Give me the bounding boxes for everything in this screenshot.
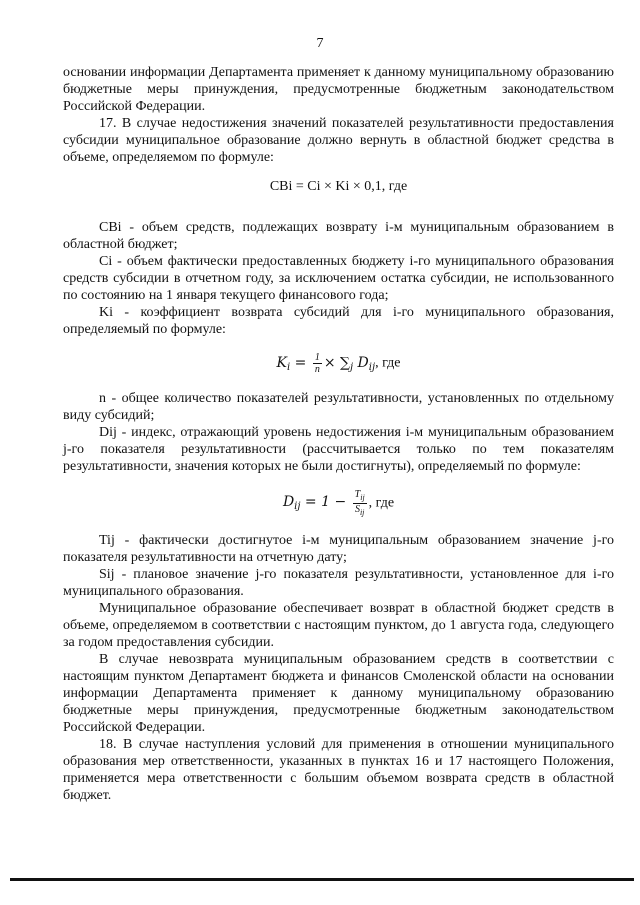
- formula-k: $K_i$ = $\frac{1}{n}$ × $\sum_j$ $D_{ij}$, где: [276, 352, 401, 375]
- formula-d-suffix: , где: [368, 495, 395, 511]
- definition-c: Ci - объем фактически предоставленных бюджету i-го муниципального образования средств субсидии в отчетном году, за исключением остатка субсидии, не использованного по состоянию на 1 января текущего финансового года;: [63, 254, 614, 303]
- definition-d: Dij - индекс, отражающий уровень недостижения i-м муниципальным образованием j-го показателя результативности (рассчитывается только по тем показателям результативности, значения которых не были достигнуты), определяемый по формуле:: [63, 424, 614, 474]
- definition-n: n - общее количество показателей результативности, установленных по отдельному виду субсидий;: [63, 390, 614, 423]
- definition-k: Ki - коэффициент возврата субсидий для i-го муниципального образования, определяемый по формуле:: [63, 305, 614, 337]
- formula-return-amount: СВi = Ci × Ki × 0,1, где: [269, 179, 408, 194]
- definition-cv: СВi - объем средств, подлежащих возврату i-м муниципальным образованием в областной бюджет;: [63, 220, 614, 252]
- paragraph-continuation: основании информации Департамента применяет к данному муниципальному образованию бюджетные меры принуждения, предусмотренные бюджетным законодательством Российской Федерации.: [63, 65, 614, 114]
- page-number: 7: [316, 36, 324, 51]
- definition-t: Tij - фактически достигнутое i-м муниципальным образованием значение j-го показателя результативности на отчетную дату;: [63, 532, 614, 565]
- formula-k-suffix: , где: [375, 355, 401, 371]
- paragraph-17: 17. В случае недостижения значений показателей результативности предоставления субсидии муниципальное образование должно вернуть в областной бюджет средства в объеме, определяемом по формуле:: [63, 116, 614, 165]
- definition-s: Sij - плановое значение j-го показателя результативности, установленное для i-го муниципального образования.: [63, 566, 614, 599]
- paragraph-18: 18. В случае наступления условий для применения в отношении муниципального образования мер ответственности, указанных в пунктах 16 и 17 настоящего Положения, применяется мера ответственности с большим объемом возврата средств в областной бюджет.: [63, 736, 614, 803]
- paragraph-non-return: В случае невозврата муниципальным образованием средств в соответствии с настоящим пунктом Департамент бюджета и финансов Смоленской области на основании информации Департамента применяет к данному муниципальному образованию бюджетные меры принуждения, предусмотренные бюджетным законодательством Российской Федерации.: [63, 651, 614, 735]
- paragraph-refund-deadline: Муниципальное образование обеспечивает возврат в областной бюджет средств в объеме, определяемом в соответствии с настоящим пунктом, до 1 августа года, следующего за годом предоставления субсидии.: [63, 600, 614, 650]
- bottom-rule: [10, 878, 634, 881]
- formula-d: $D_{ij} = 1$ − $\frac{T_{ij}}{S_{ij}}$ , где: [282, 488, 395, 517]
- document-body: [63, 64, 614, 804]
